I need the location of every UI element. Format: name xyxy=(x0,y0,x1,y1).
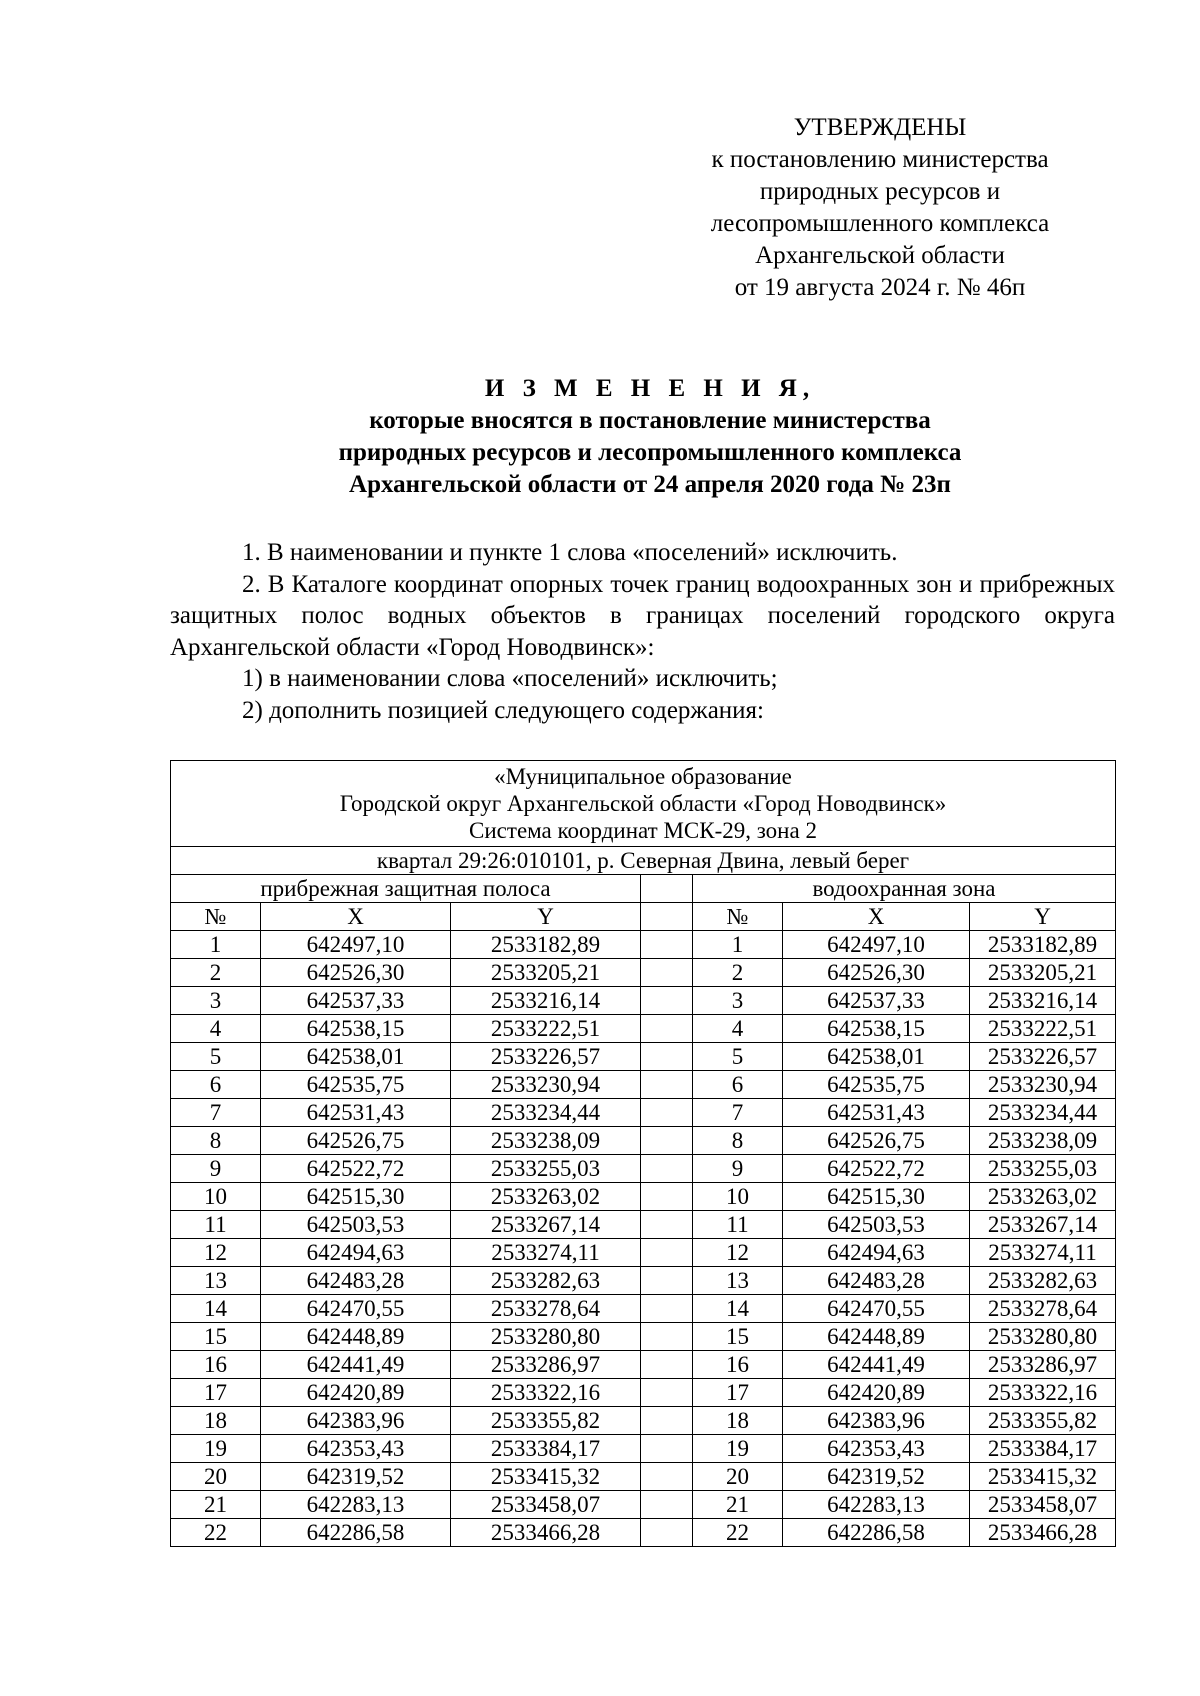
table-row xyxy=(171,1099,1116,1127)
table-gap xyxy=(641,1099,693,1127)
coord-x-cell: 642497,10 xyxy=(261,931,451,959)
table-gap xyxy=(641,959,693,987)
table-gap xyxy=(641,931,693,959)
coord-x-cell: 642420,89 xyxy=(261,1379,451,1407)
table-header-line: Городской округ Архангельской области «Город Новодвинск» xyxy=(339,791,947,816)
point-no-cell: 10 xyxy=(171,1183,261,1211)
coord-x-cell: 642494,63 xyxy=(261,1239,451,1267)
title-line: которые вносятся в постановление министерства xyxy=(369,407,931,434)
coord-y-cell: 2533267,14 xyxy=(451,1211,641,1239)
coord-x-cell: 642535,75 xyxy=(261,1071,451,1099)
coord-y-cell: 2533322,16 xyxy=(451,1379,641,1407)
point-no-cell: 12 xyxy=(171,1239,261,1267)
point-no-cell: 16 xyxy=(693,1351,783,1379)
approval-line: Архангельской области xyxy=(755,242,1005,269)
table-row xyxy=(171,959,1116,987)
point-no-cell: 9 xyxy=(171,1155,261,1183)
table-row xyxy=(171,1155,1116,1183)
point-no-cell: 3 xyxy=(171,987,261,1015)
coord-y-cell: 2533234,44 xyxy=(970,1099,1116,1127)
approval-line: УТВЕРЖДЕНЫ xyxy=(793,114,967,141)
col-header-no: № xyxy=(693,903,783,931)
table-row xyxy=(171,1435,1116,1463)
table-gap xyxy=(641,987,693,1015)
coord-y-cell: 2533355,82 xyxy=(970,1407,1116,1435)
coord-y-cell: 2533263,02 xyxy=(451,1183,641,1211)
coord-x-cell: 642383,96 xyxy=(261,1407,451,1435)
coord-y-cell: 2533222,51 xyxy=(451,1015,641,1043)
coord-x-cell: 642497,10 xyxy=(783,931,970,959)
col-header-x: X xyxy=(261,903,451,931)
table-gap xyxy=(641,1519,693,1547)
point-no-cell: 16 xyxy=(171,1351,261,1379)
coord-y-cell: 2533238,09 xyxy=(451,1127,641,1155)
approval-line: к постановлению министерства xyxy=(711,146,1049,173)
point-no-cell: 21 xyxy=(693,1491,783,1519)
coord-x-cell: 642538,01 xyxy=(261,1043,451,1071)
coord-x-cell: 642383,96 xyxy=(783,1407,970,1435)
coord-x-cell: 642494,63 xyxy=(783,1239,970,1267)
table-gap xyxy=(641,1183,693,1211)
table-row xyxy=(171,1491,1116,1519)
table-row xyxy=(171,1267,1116,1295)
paragraph: 1. В наименовании и пункте 1 слова «поселений» исключить. xyxy=(242,539,898,566)
coord-y-cell: 2533205,21 xyxy=(451,959,641,987)
quarter-row: квартал 29:26:010101, р. Северная Двина, левый берег xyxy=(171,847,1116,875)
point-no-cell: 8 xyxy=(693,1127,783,1155)
table-row xyxy=(171,931,1116,959)
coord-x-cell: 642522,72 xyxy=(783,1155,970,1183)
point-no-cell: 13 xyxy=(693,1267,783,1295)
table-gap xyxy=(641,875,693,903)
table-gap xyxy=(641,1127,693,1155)
table-gap xyxy=(641,1295,693,1323)
coord-x-cell: 642526,30 xyxy=(783,959,970,987)
table-row xyxy=(171,1351,1116,1379)
point-no-cell: 13 xyxy=(171,1267,261,1295)
table-row xyxy=(171,1015,1116,1043)
table-gap xyxy=(641,1155,693,1183)
document-body xyxy=(170,537,1115,726)
point-no-cell: 7 xyxy=(171,1099,261,1127)
table-row xyxy=(171,987,1116,1015)
table-gap xyxy=(641,903,693,931)
point-no-cell: 5 xyxy=(693,1043,783,1071)
coord-x-cell: 642470,55 xyxy=(261,1295,451,1323)
coord-y-cell: 2533182,89 xyxy=(451,931,641,959)
coord-y-cell: 2533255,03 xyxy=(970,1155,1116,1183)
coord-x-cell: 642483,28 xyxy=(783,1267,970,1295)
coord-y-cell: 2533415,32 xyxy=(970,1463,1116,1491)
coord-x-cell: 642531,43 xyxy=(261,1099,451,1127)
point-no-cell: 22 xyxy=(171,1519,261,1547)
point-no-cell: 6 xyxy=(171,1071,261,1099)
coord-x-cell: 642526,75 xyxy=(261,1127,451,1155)
coord-y-cell: 2533458,07 xyxy=(451,1491,641,1519)
coord-y-cell: 2533274,11 xyxy=(970,1239,1116,1267)
coord-x-cell: 642441,49 xyxy=(261,1351,451,1379)
point-no-cell: 7 xyxy=(693,1099,783,1127)
coord-y-cell: 2533384,17 xyxy=(970,1435,1116,1463)
coord-x-cell: 642470,55 xyxy=(783,1295,970,1323)
coord-x-cell: 642537,33 xyxy=(783,987,970,1015)
right-section-title: водоохранная зона xyxy=(693,875,1116,903)
coord-x-cell: 642319,52 xyxy=(783,1463,970,1491)
table-gap xyxy=(641,1491,693,1519)
point-no-cell: 20 xyxy=(693,1463,783,1491)
point-no-cell: 15 xyxy=(171,1323,261,1351)
coordinates-table xyxy=(170,760,1116,1547)
point-no-cell: 6 xyxy=(693,1071,783,1099)
coord-y-cell: 2533278,64 xyxy=(970,1295,1116,1323)
point-no-cell: 14 xyxy=(171,1295,261,1323)
table-gap xyxy=(641,1379,693,1407)
col-header-no: № xyxy=(171,903,261,931)
coord-y-cell: 2533282,63 xyxy=(451,1267,641,1295)
coord-x-cell: 642420,89 xyxy=(783,1379,970,1407)
table-gap xyxy=(641,1071,693,1099)
point-no-cell: 11 xyxy=(693,1211,783,1239)
coord-x-cell: 642483,28 xyxy=(261,1267,451,1295)
coord-y-cell: 2533384,17 xyxy=(451,1435,641,1463)
coord-y-cell: 2533263,02 xyxy=(970,1183,1116,1211)
paragraph: 2) дополнить позицией следующего содержания: xyxy=(242,696,764,724)
point-no-cell: 5 xyxy=(171,1043,261,1071)
coord-y-cell: 2533230,94 xyxy=(451,1071,641,1099)
approval-block xyxy=(670,112,1090,304)
table-row xyxy=(171,1407,1116,1435)
point-no-cell: 10 xyxy=(693,1183,783,1211)
table-row xyxy=(171,1519,1116,1547)
coord-x-cell: 642286,58 xyxy=(261,1519,451,1547)
coord-x-cell: 642515,30 xyxy=(783,1183,970,1211)
paragraph: 1) в наименовании слова «поселений» исключить; xyxy=(242,665,778,692)
coord-y-cell: 2533458,07 xyxy=(970,1491,1116,1519)
coord-y-cell: 2533280,80 xyxy=(970,1323,1116,1351)
coord-x-cell: 642522,72 xyxy=(261,1155,451,1183)
coord-x-cell: 642353,43 xyxy=(261,1435,451,1463)
point-no-cell: 17 xyxy=(171,1379,261,1407)
point-no-cell: 19 xyxy=(171,1435,261,1463)
point-no-cell: 11 xyxy=(171,1211,261,1239)
coord-y-cell: 2533278,64 xyxy=(451,1295,641,1323)
left-section-title: прибрежная защитная полоса xyxy=(171,875,641,903)
coord-x-cell: 642283,13 xyxy=(261,1491,451,1519)
coord-x-cell: 642503,53 xyxy=(783,1211,970,1239)
table-row xyxy=(171,1323,1116,1351)
point-no-cell: 18 xyxy=(693,1407,783,1435)
coord-x-cell: 642448,89 xyxy=(783,1323,970,1351)
coord-y-cell: 2533286,97 xyxy=(970,1351,1116,1379)
coord-y-cell: 2533322,16 xyxy=(970,1379,1116,1407)
table-header-block xyxy=(171,761,1116,847)
table-gap xyxy=(641,1015,693,1043)
coord-x-cell: 642448,89 xyxy=(261,1323,451,1351)
table-row xyxy=(171,1211,1116,1239)
coord-y-cell: 2533282,63 xyxy=(970,1267,1116,1295)
coord-y-cell: 2533280,80 xyxy=(451,1323,641,1351)
table-header-line: «Муниципальное образование xyxy=(494,764,792,789)
title-line: Архангельской области от 24 апреля 2020 года № 23п xyxy=(349,471,951,498)
point-no-cell: 1 xyxy=(693,931,783,959)
coord-x-cell: 642526,30 xyxy=(261,959,451,987)
coord-y-cell: 2533226,57 xyxy=(970,1043,1116,1071)
coord-x-cell: 642538,15 xyxy=(783,1015,970,1043)
point-no-cell: 19 xyxy=(693,1435,783,1463)
coord-y-cell: 2533205,21 xyxy=(970,959,1116,987)
table-row xyxy=(171,1183,1116,1211)
point-no-cell: 15 xyxy=(693,1323,783,1351)
document-title xyxy=(170,373,1130,501)
coord-x-cell: 642286,58 xyxy=(783,1519,970,1547)
point-no-cell: 2 xyxy=(171,959,261,987)
point-no-cell: 8 xyxy=(171,1127,261,1155)
approval-line: от 19 августа 2024 г. № 46п xyxy=(734,274,1026,301)
point-no-cell: 17 xyxy=(693,1379,783,1407)
coord-y-cell: 2533274,11 xyxy=(451,1239,641,1267)
table-gap xyxy=(641,1239,693,1267)
point-no-cell: 18 xyxy=(171,1407,261,1435)
point-no-cell: 12 xyxy=(693,1239,783,1267)
col-header-y: Y xyxy=(970,903,1116,931)
approval-line: природных ресурсов и xyxy=(759,178,1001,205)
table-gap xyxy=(641,1407,693,1435)
point-no-cell: 22 xyxy=(693,1519,783,1547)
table-row xyxy=(171,1295,1116,1323)
table-gap xyxy=(641,1323,693,1351)
paragraph: 2. В Каталоге координат опорных точек границ водоохранных зон и прибрежных защитных полос водных объектов в границах поселений городского округа Архангельской области «Город Новодвинск»: xyxy=(170,570,1115,661)
table-row xyxy=(171,1071,1116,1099)
coord-y-cell: 2533238,09 xyxy=(970,1127,1116,1155)
point-no-cell: 20 xyxy=(171,1463,261,1491)
point-no-cell: 21 xyxy=(171,1491,261,1519)
coord-x-cell: 642538,15 xyxy=(261,1015,451,1043)
point-no-cell: 4 xyxy=(171,1015,261,1043)
table-gap xyxy=(641,1267,693,1295)
coord-x-cell: 642319,52 xyxy=(261,1463,451,1491)
point-no-cell: 3 xyxy=(693,987,783,1015)
table-gap xyxy=(641,1435,693,1463)
coord-y-cell: 2533226,57 xyxy=(451,1043,641,1071)
coord-x-cell: 642537,33 xyxy=(261,987,451,1015)
table-row xyxy=(171,1239,1116,1267)
coord-x-cell: 642441,49 xyxy=(783,1351,970,1379)
coord-y-cell: 2533267,14 xyxy=(970,1211,1116,1239)
point-no-cell: 4 xyxy=(693,1015,783,1043)
coord-x-cell: 642531,43 xyxy=(783,1099,970,1127)
table-header-line: Система координат МСК-29, зона 2 xyxy=(469,818,817,843)
coord-y-cell: 2533415,32 xyxy=(451,1463,641,1491)
coord-y-cell: 2533355,82 xyxy=(451,1407,641,1435)
coord-y-cell: 2533466,28 xyxy=(451,1519,641,1547)
coord-y-cell: 2533286,97 xyxy=(451,1351,641,1379)
coord-y-cell: 2533216,14 xyxy=(451,987,641,1015)
coord-x-cell: 642503,53 xyxy=(261,1211,451,1239)
table-row xyxy=(171,1127,1116,1155)
table-gap xyxy=(641,1463,693,1491)
coord-x-cell: 642515,30 xyxy=(261,1183,451,1211)
table-gap xyxy=(641,1211,693,1239)
title-line: природных ресурсов и лесопромышленного комплекса xyxy=(338,439,962,466)
coord-y-cell: 2533255,03 xyxy=(451,1155,641,1183)
table-row xyxy=(171,1043,1116,1071)
point-no-cell: 14 xyxy=(693,1295,783,1323)
table-row xyxy=(171,1379,1116,1407)
col-header-x: X xyxy=(783,903,970,931)
coord-x-cell: 642526,75 xyxy=(783,1127,970,1155)
point-no-cell: 2 xyxy=(693,959,783,987)
col-header-y: Y xyxy=(451,903,641,931)
coord-x-cell: 642353,43 xyxy=(783,1435,970,1463)
coord-x-cell: 642535,75 xyxy=(783,1071,970,1099)
title-heading: И З М Е Н Е Н И Я, xyxy=(484,375,816,402)
coord-y-cell: 2533182,89 xyxy=(970,931,1116,959)
coord-y-cell: 2533216,14 xyxy=(970,987,1116,1015)
coord-y-cell: 2533466,28 xyxy=(970,1519,1116,1547)
table-gap xyxy=(641,1351,693,1379)
coord-x-cell: 642283,13 xyxy=(783,1491,970,1519)
approval-line: лесопромышленного комплекса xyxy=(710,210,1050,237)
coord-y-cell: 2533230,94 xyxy=(970,1071,1116,1099)
coord-y-cell: 2533222,51 xyxy=(970,1015,1116,1043)
table-row xyxy=(171,1463,1116,1491)
point-no-cell: 1 xyxy=(171,931,261,959)
table-gap xyxy=(641,1043,693,1071)
coord-y-cell: 2533234,44 xyxy=(451,1099,641,1127)
coord-x-cell: 642538,01 xyxy=(783,1043,970,1071)
point-no-cell: 9 xyxy=(693,1155,783,1183)
